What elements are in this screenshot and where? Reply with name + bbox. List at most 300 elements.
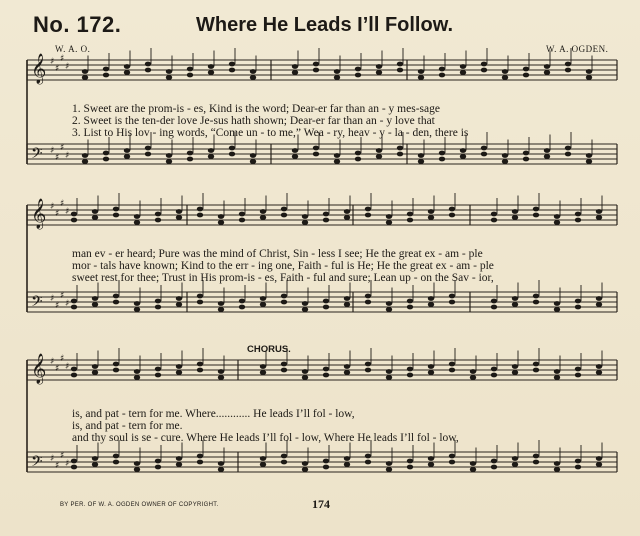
note-head — [71, 299, 77, 304]
note-head — [596, 364, 602, 369]
system3-verse1: is, and pat - tern for me. Where............ He leads I’ll fol - low, — [72, 408, 355, 420]
note-head — [302, 301, 308, 306]
page-number: 174 — [312, 497, 330, 511]
system3-verse3: and thy soul is se - cure. Where He leads I’ll fol - low, Where He leads I’ll fol - low, — [72, 432, 459, 444]
note-head — [449, 454, 455, 459]
note-head — [596, 215, 602, 220]
note-head — [71, 465, 77, 470]
note-head — [176, 462, 182, 467]
note-head — [428, 456, 434, 461]
note-head — [533, 454, 539, 459]
note-head — [92, 462, 98, 467]
note-head — [260, 296, 266, 301]
note-head — [134, 301, 140, 306]
sharp-icon: ♯ — [60, 291, 65, 301]
note-head — [166, 159, 172, 164]
note-head — [386, 375, 392, 380]
note-head — [124, 154, 130, 159]
sharp-icon: ♯ — [60, 54, 65, 64]
note-head — [323, 218, 329, 223]
note-head — [281, 368, 287, 373]
sharp-icon: ♯ — [60, 451, 65, 461]
note-head — [229, 152, 235, 157]
note-head — [586, 69, 592, 74]
note-head — [344, 456, 350, 461]
system1-verse1: 1. Sweet are the prom-is - es, Kind is the word; Dear-er far than an - y mes-sage — [72, 103, 440, 115]
note-head — [155, 305, 161, 310]
note-head — [554, 467, 560, 472]
sharp-icon: ♯ — [55, 301, 60, 311]
note-head — [586, 153, 592, 158]
note-head — [166, 75, 172, 80]
note-head — [166, 69, 172, 74]
note-head — [376, 154, 382, 159]
note-head — [586, 75, 592, 80]
note-head — [134, 375, 140, 380]
note-head — [218, 369, 224, 374]
note-head — [155, 212, 161, 217]
note-head — [71, 367, 77, 372]
note-head — [197, 294, 203, 299]
note-head — [176, 364, 182, 369]
note-head — [565, 62, 571, 67]
note-head — [344, 370, 350, 375]
note-head — [229, 146, 235, 151]
note-head — [491, 212, 497, 217]
note-head — [418, 69, 424, 74]
note-head — [250, 159, 256, 164]
note-head — [229, 62, 235, 67]
note-head — [92, 296, 98, 301]
treble-clef-icon: 𝄞 — [31, 199, 47, 229]
note-head — [166, 153, 172, 158]
note-head — [103, 157, 109, 162]
note-head — [197, 213, 203, 218]
note-head — [481, 68, 487, 73]
note-head — [145, 146, 151, 151]
note-head — [113, 294, 119, 299]
note-head — [596, 302, 602, 307]
note-head — [565, 152, 571, 157]
note-head — [281, 460, 287, 465]
note-head — [197, 207, 203, 212]
note-head — [554, 220, 560, 225]
note-head — [355, 67, 361, 72]
note-head — [523, 73, 529, 78]
note-head — [470, 369, 476, 374]
note-head — [313, 68, 319, 73]
note-head — [134, 461, 140, 466]
note-head — [355, 151, 361, 156]
note-head — [134, 214, 140, 219]
note-head — [260, 302, 266, 307]
system2-verse2: mor - tals have known; Kind to the err - ing one, Faith - ful is He; He the great ex - am - ple — [72, 260, 494, 272]
note-head — [260, 462, 266, 467]
note-head — [302, 467, 308, 472]
note-head — [418, 153, 424, 158]
note-head — [239, 218, 245, 223]
note-head — [176, 456, 182, 461]
note-head — [124, 70, 130, 75]
note-head — [575, 305, 581, 310]
sharp-icon: ♯ — [65, 62, 70, 72]
note-head — [92, 209, 98, 214]
note-head — [176, 302, 182, 307]
note-head — [145, 62, 151, 67]
note-head — [344, 296, 350, 301]
note-head — [407, 373, 413, 378]
note-head — [386, 369, 392, 374]
note-head — [281, 362, 287, 367]
note-head — [302, 214, 308, 219]
sharp-icon: ♯ — [65, 151, 70, 161]
note-head — [554, 461, 560, 466]
note-head — [218, 461, 224, 466]
sharp-icon: ♯ — [65, 362, 70, 372]
note-head — [323, 299, 329, 304]
note-head — [229, 68, 235, 73]
note-head — [176, 370, 182, 375]
sharp-icon: ♯ — [55, 153, 60, 163]
note-head — [512, 370, 518, 375]
sharp-icon: ♯ — [50, 454, 55, 464]
note-head — [313, 152, 319, 157]
note-head — [365, 207, 371, 212]
note-head — [575, 373, 581, 378]
note-head — [281, 300, 287, 305]
note-head — [554, 307, 560, 312]
note-head — [103, 73, 109, 78]
note-head — [428, 296, 434, 301]
note-head — [281, 454, 287, 459]
note-head — [533, 294, 539, 299]
note-head — [155, 459, 161, 464]
note-head — [176, 215, 182, 220]
note-head — [187, 67, 193, 72]
note-head — [565, 68, 571, 73]
note-head — [218, 375, 224, 380]
note-head — [407, 212, 413, 217]
note-head — [386, 220, 392, 225]
sharp-icon: ♯ — [50, 294, 55, 304]
note-head — [124, 64, 130, 69]
note-head — [460, 148, 466, 153]
note-head — [218, 301, 224, 306]
note-head — [491, 367, 497, 372]
note-head — [428, 364, 434, 369]
note-head — [218, 467, 224, 472]
note-head — [554, 214, 560, 219]
note-head — [323, 465, 329, 470]
note-head — [523, 157, 529, 162]
note-head — [323, 305, 329, 310]
note-head — [596, 462, 602, 467]
note-head — [145, 152, 151, 157]
note-head — [481, 152, 487, 157]
note-head — [449, 362, 455, 367]
note-head — [491, 299, 497, 304]
sharp-icon: ♯ — [55, 64, 60, 74]
note-head — [523, 151, 529, 156]
note-head — [407, 459, 413, 464]
note-head — [376, 70, 382, 75]
note-head — [239, 305, 245, 310]
note-head — [281, 213, 287, 218]
note-head — [575, 299, 581, 304]
note-head — [134, 467, 140, 472]
note-head — [155, 367, 161, 372]
note-head — [449, 294, 455, 299]
note-head — [292, 64, 298, 69]
note-head — [407, 218, 413, 223]
note-head — [313, 146, 319, 151]
note-head — [386, 461, 392, 466]
note-head — [302, 461, 308, 466]
note-head — [491, 465, 497, 470]
sharp-icon: ♯ — [55, 461, 60, 471]
note-head — [218, 220, 224, 225]
note-head — [323, 212, 329, 217]
words-credit: W. A. O. — [55, 44, 91, 54]
note-head — [155, 465, 161, 470]
note-head — [113, 362, 119, 367]
note-head — [397, 68, 403, 73]
note-head — [250, 69, 256, 74]
note-head — [460, 154, 466, 159]
note-head — [155, 218, 161, 223]
note-head — [113, 368, 119, 373]
note-head — [418, 159, 424, 164]
note-head — [218, 307, 224, 312]
note-head — [575, 212, 581, 217]
note-head — [71, 459, 77, 464]
note-head — [187, 151, 193, 156]
note-head — [292, 154, 298, 159]
note-head — [197, 460, 203, 465]
note-head — [250, 75, 256, 80]
sharp-icon: ♯ — [65, 207, 70, 217]
note-head — [428, 209, 434, 214]
note-head — [407, 367, 413, 372]
note-head — [82, 153, 88, 158]
note-head — [533, 460, 539, 465]
note-head — [197, 454, 203, 459]
note-head — [512, 302, 518, 307]
note-head — [250, 153, 256, 158]
note-head — [512, 296, 518, 301]
chorus-label: CHORUS. — [247, 344, 291, 355]
note-head — [470, 461, 476, 466]
note-head — [292, 70, 298, 75]
note-head — [439, 73, 445, 78]
note-head — [428, 302, 434, 307]
note-head — [103, 151, 109, 156]
note-head — [323, 459, 329, 464]
sharp-icon: ♯ — [50, 146, 55, 156]
note-head — [113, 207, 119, 212]
note-head — [544, 64, 550, 69]
bass-clef-icon: 𝄢 — [31, 453, 43, 474]
note-head — [313, 62, 319, 67]
sharp-icon: ♯ — [50, 202, 55, 212]
note-head — [428, 370, 434, 375]
note-head — [470, 467, 476, 472]
note-head — [481, 146, 487, 151]
note-head — [575, 459, 581, 464]
note-head — [260, 456, 266, 461]
note-head — [355, 73, 361, 78]
note-head — [554, 301, 560, 306]
sharp-icon: ♯ — [65, 459, 70, 469]
note-head — [281, 207, 287, 212]
note-head — [533, 362, 539, 367]
note-head — [134, 220, 140, 225]
note-head — [460, 70, 466, 75]
note-head — [92, 370, 98, 375]
note-head — [334, 153, 340, 158]
bass-clef-icon: 𝄢 — [31, 293, 43, 314]
note-head — [260, 370, 266, 375]
note-head — [470, 375, 476, 380]
sharp-icon: ♯ — [60, 354, 65, 364]
note-head — [491, 373, 497, 378]
sharp-icon: ♯ — [50, 357, 55, 367]
note-head — [323, 373, 329, 378]
note-head — [533, 213, 539, 218]
note-head — [302, 369, 308, 374]
note-head — [323, 367, 329, 372]
note-head — [355, 157, 361, 162]
note-head — [502, 75, 508, 80]
note-head — [176, 296, 182, 301]
note-head — [533, 300, 539, 305]
note-head — [344, 209, 350, 214]
note-head — [386, 301, 392, 306]
note-head — [92, 456, 98, 461]
note-head — [554, 369, 560, 374]
note-head — [365, 213, 371, 218]
note-head — [575, 465, 581, 470]
note-head — [260, 364, 266, 369]
hymn-title: Where He Leads I’ll Follow. — [196, 14, 454, 36]
note-head — [491, 305, 497, 310]
note-head — [449, 460, 455, 465]
note-head — [197, 362, 203, 367]
note-head — [239, 299, 245, 304]
note-head — [418, 75, 424, 80]
note-head — [596, 296, 602, 301]
note-head — [82, 75, 88, 80]
note-head — [544, 154, 550, 159]
note-head — [71, 218, 77, 223]
note-head — [113, 454, 119, 459]
note-head — [71, 305, 77, 310]
note-head — [481, 62, 487, 67]
note-head — [512, 209, 518, 214]
note-head — [334, 159, 340, 164]
note-head — [103, 67, 109, 72]
note-head — [281, 294, 287, 299]
note-head — [523, 67, 529, 72]
note-head — [502, 159, 508, 164]
note-head — [134, 307, 140, 312]
note-head — [92, 302, 98, 307]
note-head — [376, 64, 382, 69]
note-head — [407, 465, 413, 470]
treble-clef-icon: 𝄞 — [31, 54, 47, 84]
note-head — [407, 305, 413, 310]
note-head — [512, 456, 518, 461]
note-head — [512, 364, 518, 369]
note-head — [260, 209, 266, 214]
note-head — [449, 368, 455, 373]
note-head — [449, 207, 455, 212]
note-head — [302, 220, 308, 225]
note-head — [155, 299, 161, 304]
note-head — [491, 218, 497, 223]
note-head — [512, 462, 518, 467]
note-head — [386, 214, 392, 219]
note-head — [334, 69, 340, 74]
note-head — [208, 154, 214, 159]
note-head — [575, 367, 581, 372]
note-head — [428, 215, 434, 220]
note-head — [365, 300, 371, 305]
sharp-icon: ♯ — [60, 199, 65, 209]
note-head — [533, 207, 539, 212]
note-head — [145, 68, 151, 73]
note-head — [344, 364, 350, 369]
copyright-note: BY PER. OF W. A. OGDEN OWNER OF COPYRIGHT. — [60, 502, 219, 508]
note-head — [365, 362, 371, 367]
note-head — [344, 302, 350, 307]
note-head — [365, 454, 371, 459]
note-head — [397, 62, 403, 67]
note-head — [365, 368, 371, 373]
note-head — [302, 375, 308, 380]
note-head — [365, 460, 371, 465]
note-head — [512, 215, 518, 220]
system3-verse2: is, and pat - tern for me. — [72, 420, 183, 432]
note-head — [449, 300, 455, 305]
note-head — [376, 148, 382, 153]
note-head — [292, 148, 298, 153]
note-head — [197, 300, 203, 305]
note-head — [596, 370, 602, 375]
sharp-icon: ♯ — [55, 209, 60, 219]
note-head — [544, 70, 550, 75]
note-head — [491, 459, 497, 464]
note-head — [218, 214, 224, 219]
music-credit: W. A. OGDEN. — [546, 44, 609, 54]
note-head — [155, 373, 161, 378]
system1-verse2: 2. Sweet is the ten-der love Je-sus hath shown; Dear-er far than an - y love that — [72, 115, 435, 127]
sharp-icon: ♯ — [65, 299, 70, 309]
system1-verse3: 3. List to His lov - ing words, “Come un - to me,” Wea - ry, heav - y - la - den, there is — [72, 127, 469, 139]
system2-verse1: man ev - er heard; Pure was the mind of Christ, Sin - less I see; He the great ex - am - ple — [72, 248, 483, 260]
note-head — [596, 456, 602, 461]
note-head — [586, 159, 592, 164]
system2-verse3: sweet rest for thee; Trust in His prom-is - es, Faith - ful and sure; Lean up - on the Sav - ior, — [72, 272, 494, 284]
note-head — [386, 467, 392, 472]
note-head — [197, 368, 203, 373]
note-head — [397, 152, 403, 157]
note-head — [365, 294, 371, 299]
note-head — [596, 209, 602, 214]
note-head — [71, 373, 77, 378]
note-head — [71, 212, 77, 217]
note-head — [302, 307, 308, 312]
